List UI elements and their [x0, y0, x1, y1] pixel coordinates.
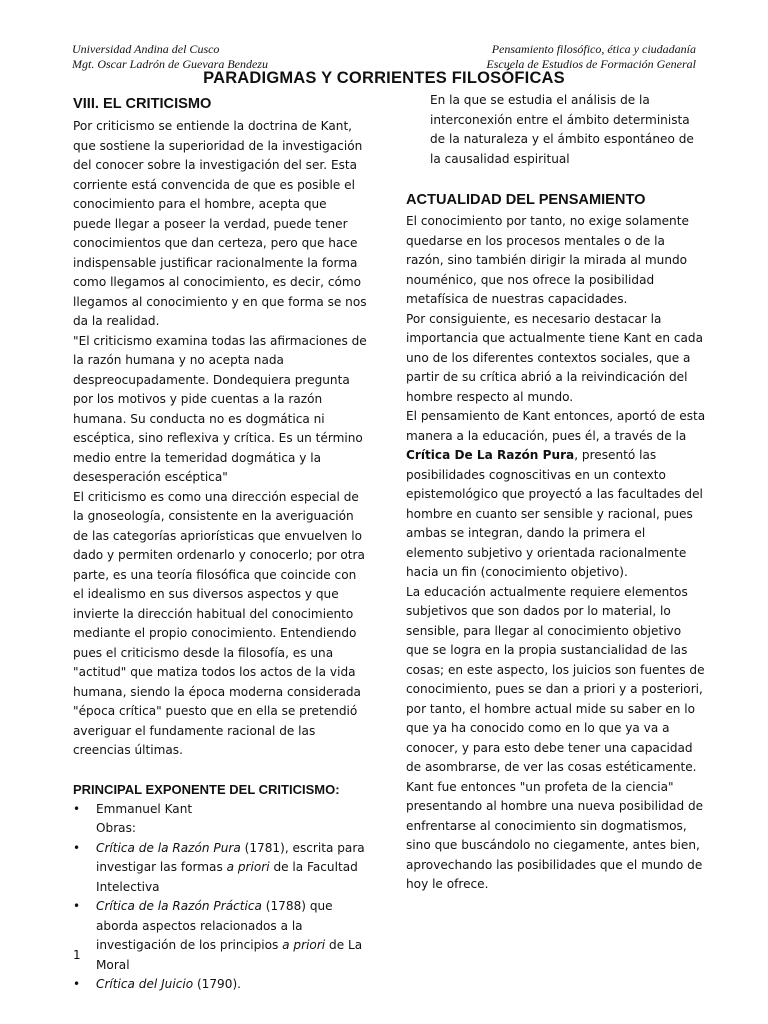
paragraph: "El criticismo examina todas las afirmaciones de la razón humana y no acepta nada despreocupadamente. Dondequiera pregunta por los motivos y pide cuentas a la razón humana. Su conducta no es dogmática ni escéptica, sino reflexiva y crítica. Es un término medio entre la temeridad dogmática y la desesperación escéptica" [73, 333, 367, 484]
header-left [72, 42, 268, 71]
author-item: Emmanuel Kant [96, 801, 193, 816]
subheading-exponente: PRINCIPAL EXPONENTE DEL CRITICISMO: [73, 781, 340, 797]
list-item [73, 975, 368, 995]
work-desc: (1781), escrita para investigar las formas [96, 840, 365, 874]
work-desc: de la Facultad Intelectiva [96, 860, 358, 894]
page-title: PARADIGMAS Y CORRIENTES FILOSÓFICAS [203, 69, 565, 87]
paragraph: Kant fue entonces "un profeta de la ciencia" presentando al hombre una nueva posibilidad de enfrentarse al conocimiento sin dogmatismos, sino que buscándolo no ciegamente, antes bien, aprovechando las posibilidades que el mundo de hoy le ofrece. [406, 779, 704, 891]
paragraph: El conocimiento por tanto, no exige solamente quedarse en los procesos mentales o de la razón, sino también dirigir la mirada al mundo nouménico, que nos ofrece la posibilidad metafísica de nuestras capacidades. [406, 214, 689, 306]
paragraph-text: , presentó las posibilidades cognoscitivas en un contexto epistemológico que proyectó a las facultades del hombre en cuanto ser sensible y racional, pues ambas se integran, dando la primera el elemento subjetivo y orientada racionalmente hacia un fin (conocimiento objetivo). [406, 448, 703, 579]
works-list-titles [73, 839, 368, 995]
work-title: Crítica de la Razón Práctica [96, 899, 262, 913]
left-column [73, 92, 368, 995]
work-title: Crítica de la Razón Pura [96, 840, 241, 855]
right-column [406, 91, 706, 895]
book-title: Crítica De La Razón Pura [406, 448, 575, 462]
university-name: Universidad Andina del Cusco [72, 42, 220, 56]
list-item [73, 839, 368, 898]
course-name: Pensamiento filosófico, ética y ciudadanía [491, 42, 696, 56]
paragraph: La educación actualmente requiere elementos subjetivos que son dados por lo material, lo sensible, para llegar al conocimiento objetivo que se logra en la propia sustancialidad de las cosas; en este aspecto, los juicios son fuentes de conocimiento, pues se dan a priori y a posteriori, por tanto, el hombre actual mide su saber en lo que ya ha conocido como en lo que ya va a conocer, y para esto debe tener una capacidad de asombrarse, de ver las cosas estéticamente. [406, 584, 705, 774]
author-name: Mgt. Oscar Ladrón de Guevara Bendezu [72, 56, 268, 71]
paragraph: Por criticismo se entiende la doctrina de Kant, que sostiene la superioridad de la investigación del conocer sobre la investigación del ser. Esta corriente está convencida de que es posible el conocimiento para el hombre, acepta que puede llegar a poseer la verdad, puede tener conocimientos que dan certeza, pero que hace indispensable justificar racionalmente la forma como llegamos al conocimiento, es decir, cómo llegamos al conocimiento y en que forma se nos da la realidad. [73, 119, 367, 328]
work-title: Crítica del Juicio [96, 977, 194, 991]
paragraph [406, 407, 706, 583]
list-item [73, 897, 368, 975]
work-desc: (1790). [193, 977, 242, 991]
list-item [73, 800, 368, 820]
work-emphasis: a priori [226, 860, 270, 874]
works-list [73, 800, 368, 820]
header-right [486, 42, 696, 71]
page-number: 1 [73, 948, 81, 962]
works-label: Obras: [96, 821, 136, 835]
paragraph: Por consiguiente, es necesario destacar la importancia que actualmente tiene Kant en cada uno de los diferentes contextos sociales, que a partir de su crítica abrió a la reivindicación del hombre respecto al mundo. [406, 311, 704, 404]
work-emphasis: a priori [282, 938, 326, 952]
section-heading-actualidad: ACTUALIDAD DEL PENSAMIENTO [406, 192, 646, 208]
bullet-icon: • [73, 899, 81, 913]
paragraph: El criticismo es como una dirección especial de la gnoseología, consistente en la averiguación de las categorías apriorísticas que envuelven lo dado y permiten ordenarlo y conocerlo; por otra parte, es una teoría filosófica que coincide con el idealismo en sus diversos aspectos y que invierte la dirección habitual del conocimiento mediante el propio conocimiento. Entendiendo pues el criticismo desde la filosofía, es una "actitud" que matiza todos los actos de la vida humana, siendo la época moderna considerada "época crítica" puesto que en ella se pretendió averiguar el fundamente racional de las creencias últimas. [73, 489, 365, 757]
paragraph-text: El pensamiento de Kant entonces, aportó de esta manera a la educación, pues él, a través de la [406, 409, 706, 443]
section-heading-criticismo: VIII. EL CRITICISMO [73, 96, 212, 112]
work-desc: de La Moral [96, 938, 363, 972]
bullet-icon: • [73, 977, 81, 991]
bullet-icon: • [73, 801, 81, 816]
school-name: Escuela de Estudios de Formación General [486, 56, 696, 71]
work-desc: (1788) que aborda aspectos relacionados a la investigación de los principios [96, 899, 333, 952]
list-continuation: En la que se estudia el análisis de la interconexión entre el ámbito determinista de la naturaleza y el ámbito espontáneo de la causalidad espiritual [430, 93, 694, 166]
bullet-icon: • [73, 840, 81, 855]
